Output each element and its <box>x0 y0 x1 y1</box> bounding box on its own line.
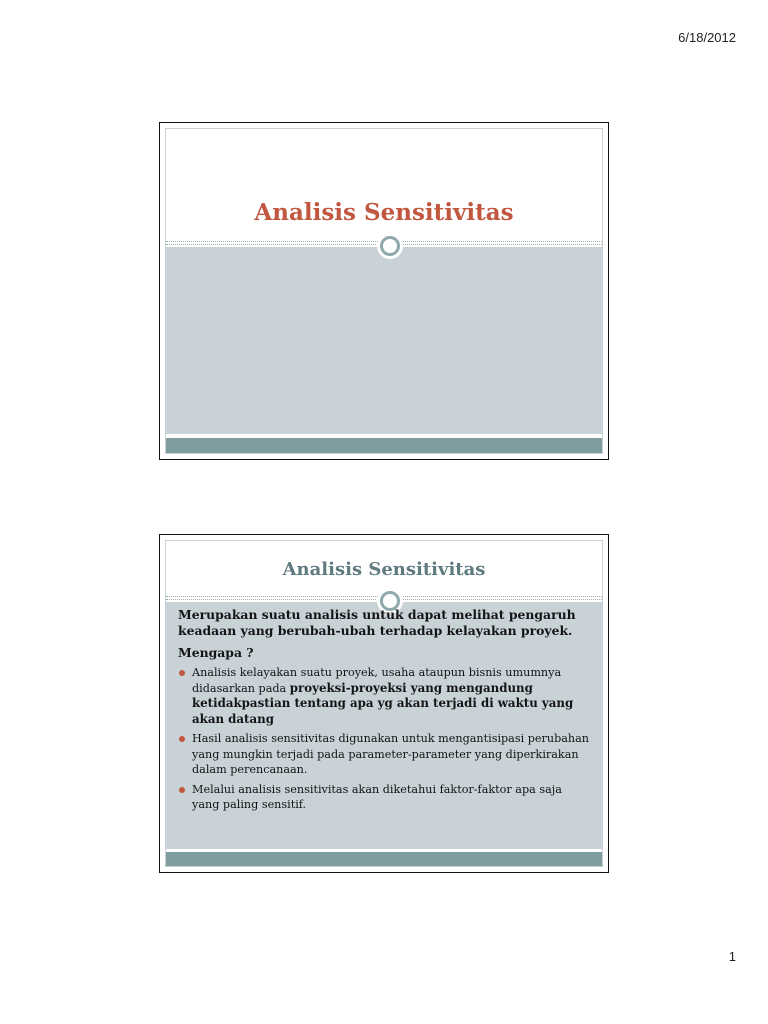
slide-footer-bar <box>166 852 602 866</box>
slide-body <box>178 607 590 817</box>
slide-thumbnail-2 <box>159 534 609 873</box>
slide-subheading: Mengapa ? <box>178 645 254 660</box>
bullet-text <box>192 666 573 726</box>
bullet-text-plain: Analisis kelayakan suatu proyek, usaha ataupun bisnis umumnya didasarkan pada <box>192 666 562 695</box>
slide-title: Analisis Sensitivitas <box>282 559 486 580</box>
bullet-list <box>178 665 590 813</box>
circle-ornament-icon <box>380 236 400 256</box>
slide-content-area <box>166 247 602 434</box>
bullet-text-bold: proyeksi-proyeksi yang mengandung ketidakpastian tentang apa yg akan terjadi di waktu yang akan datang <box>192 680 574 726</box>
slide-frame <box>165 128 603 454</box>
bullet-text-plain: Hasil analisis sensitivitas digunakan untuk mengantisipasi perubahan yang mungkin terjadi pada parameter-parameter yang diperkirakan dalam perencanaan. <box>192 732 589 776</box>
bullet-icon <box>179 670 185 676</box>
bullet-icon <box>179 787 185 793</box>
bullet-item <box>178 665 590 727</box>
page-date: 6/18/2012 <box>678 30 736 45</box>
slide-intro-text: Merupakan suatu analisis untuk dapat melihat pengaruh keadaan yang berubah-ubah terhadap kelayakan proyek. <box>178 607 576 638</box>
bullet-text <box>192 783 562 812</box>
slide-footer-bar <box>166 438 602 453</box>
bullet-text <box>192 732 589 776</box>
bullet-item <box>178 731 590 778</box>
page-number: 1 <box>728 949 736 964</box>
bullet-icon <box>179 736 185 742</box>
slide-frame <box>165 540 603 867</box>
slide-title: Analisis Sensitivitas <box>254 199 514 226</box>
bullet-item <box>178 782 590 813</box>
slide-thumbnail-1 <box>159 122 609 460</box>
bullet-text-plain: Melalui analisis sensitivitas akan diketahui faktor-faktor apa saja yang paling sensitif. <box>192 782 562 811</box>
